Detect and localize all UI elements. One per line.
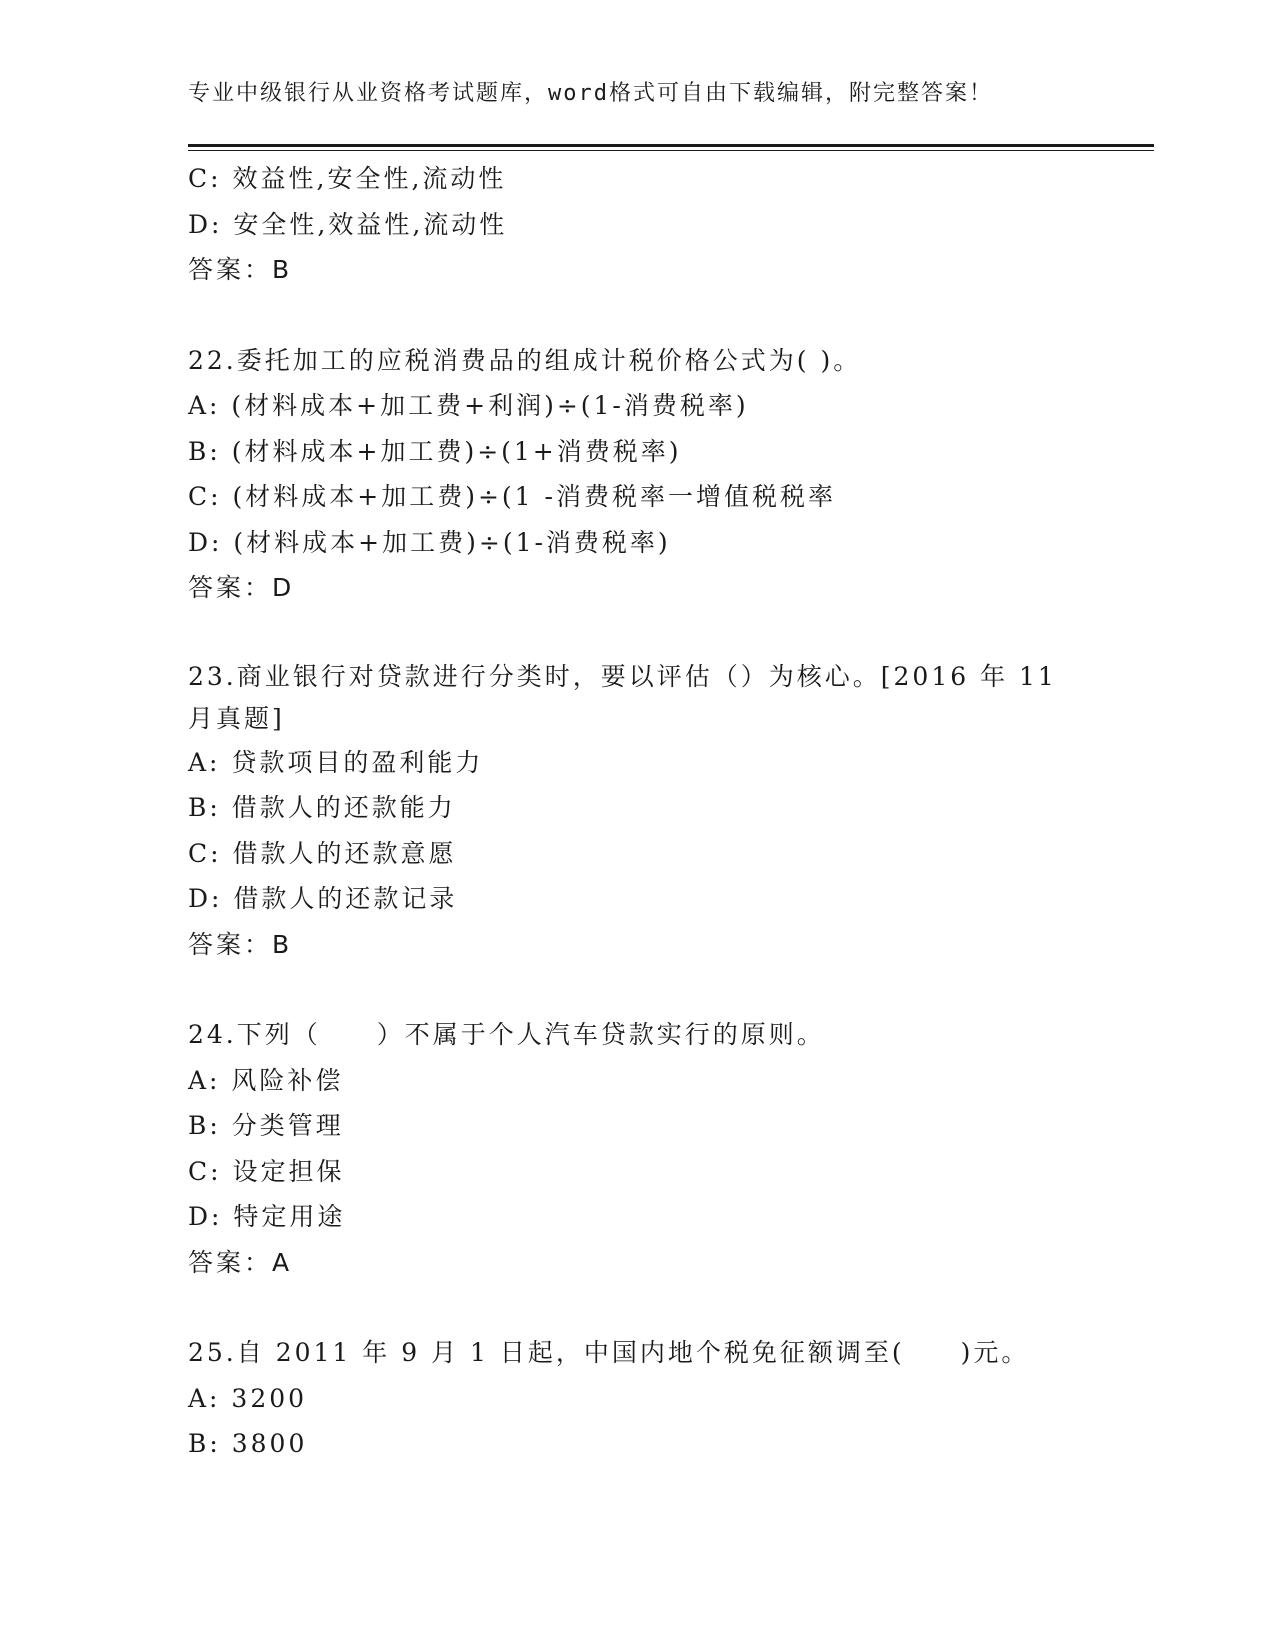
option-d: D: 借款人的还款记录 <box>188 884 458 913</box>
answer: 答案：B <box>188 929 293 959</box>
question-title: 24.下列（ ）不属于个人汽车贷款实行的原则。 <box>188 1020 825 1049</box>
option-c: C: 设定担保 <box>188 1156 345 1186</box>
option-b: B: 3800 <box>188 1429 308 1458</box>
answer: 答案：D <box>188 573 295 602</box>
option-a: A: 3200 <box>188 1383 308 1413</box>
question-content <box>188 156 1088 1467</box>
option-c: C: 借款人的还款意愿 <box>188 838 457 868</box>
option-a: A: (材料成本+加工费+利润)÷(1-消费税率) <box>188 391 749 420</box>
option-a: A: 风险补偿 <box>188 1065 344 1095</box>
page-header: 专业中级银行从业资格考试题库，word格式可自由下载编辑，附完整答案！ <box>188 81 993 106</box>
option-b: B: (材料成本+加工费)÷(1+消费税率) <box>188 436 682 466</box>
answer: 答案：B <box>188 255 293 284</box>
question-title: 23.商业银行对贷款进行分类时，要以评估（）为核心。[2016 年 11 月真题] <box>188 661 1057 733</box>
option-d: D: 特定用途 <box>188 1202 346 1231</box>
option-b: B: 分类管理 <box>188 1111 344 1140</box>
question-title: 22.委托加工的应税消费品的组成计税价格公式为( )。 <box>188 345 862 375</box>
option-d: D: (材料成本+加工费)÷(1-消费税率) <box>188 527 671 557</box>
answer: 答案：A <box>188 1247 293 1277</box>
option-c: C: (材料成本+加工费)÷(1 -消费税率一增值税税率 <box>188 482 836 511</box>
option-d: D: 安全性,效益性,流动性 <box>188 209 508 239</box>
option-b: B: 借款人的还款能力 <box>188 793 456 822</box>
header-divider-thin <box>188 150 1154 151</box>
header-divider <box>188 144 1154 147</box>
question-title: 25.自 2011 年 9 月 1 日起，中国内地个税免征额调至( )元。 <box>188 1338 1030 1367</box>
option-c: C: 效益性,安全性,流动性 <box>188 164 507 193</box>
option-a: A: 贷款项目的盈利能力 <box>188 747 484 777</box>
